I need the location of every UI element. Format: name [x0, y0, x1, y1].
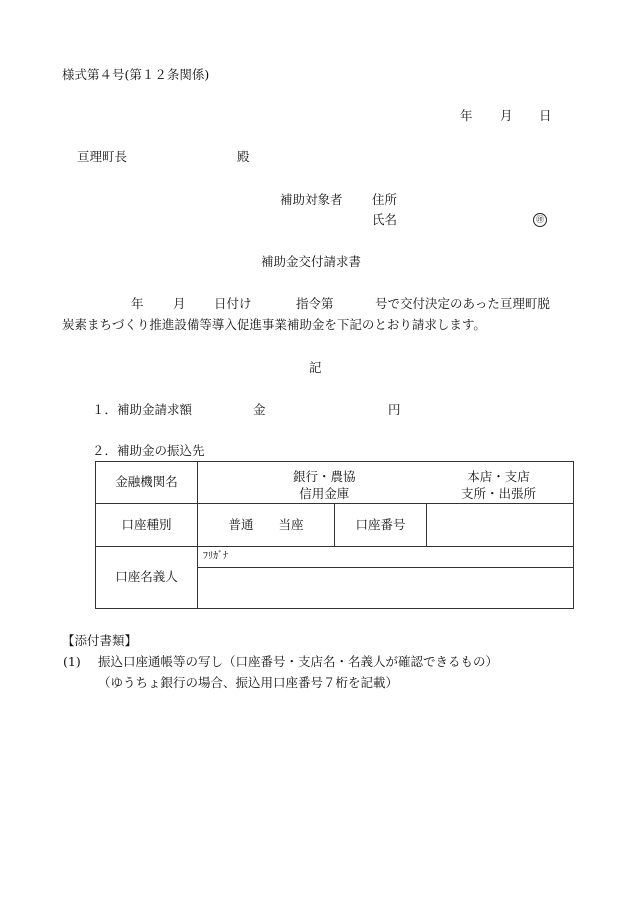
form-number: 様式第４号(第１２条関係): [62, 67, 210, 82]
institution-value-cell[interactable]: [198, 462, 574, 504]
attachment-line2: （ゆうちょ銀行の場合、振込用口座番号７桁を記載）: [98, 675, 399, 690]
bank-account-table: [95, 461, 574, 609]
holder-name-field[interactable]: [198, 568, 574, 609]
bank-types-line2: 信用金庫: [299, 485, 350, 501]
branch-types-line1: 本店・支店: [467, 469, 530, 484]
applicant-label: 補助対象者: [280, 192, 343, 207]
account-type-label-cell: [96, 504, 198, 547]
account-type-label: 口座種別: [121, 516, 172, 532]
body-directive: 指令第: [296, 296, 334, 311]
seal-mark: ㊞: [533, 213, 547, 227]
body-year: 年: [131, 296, 144, 311]
account-number-label-cell: [335, 504, 427, 547]
attachments-heading: 【添付書類】: [62, 633, 138, 648]
account-number-label: 口座番号: [355, 516, 406, 532]
item2-label: ２．補助金の振込先: [92, 443, 205, 458]
account-number-field[interactable]: [427, 504, 574, 547]
holder-label-cell: [96, 547, 198, 609]
date-day: 日: [539, 108, 552, 123]
item1-label: １．補助金請求額: [92, 402, 193, 417]
item1-kin: 金: [253, 402, 266, 417]
account-type-options: 普通 当座: [228, 516, 304, 532]
furigana-label: ﾌﾘｶﾞﾅ: [203, 551, 228, 562]
body-line1-rest: 号で交付決定のあった亘理町脱: [375, 296, 550, 311]
addressee-name: 亘理町長: [77, 149, 128, 164]
institution-label: 金融機関名: [115, 474, 178, 490]
branch-types-line2: 支所・出張所: [461, 485, 537, 501]
holder-label: 口座名義人: [115, 569, 178, 585]
date-month: 月: [500, 108, 513, 123]
document-title: 補助金交付請求書: [261, 254, 362, 269]
body-day: 日付け: [214, 296, 252, 311]
date-year: 年: [460, 108, 473, 123]
name-label: 氏名: [372, 212, 398, 227]
bank-types-line1: 銀行・農協: [293, 469, 356, 484]
item1-yen: 円: [388, 402, 401, 417]
body-month: 月: [173, 296, 186, 311]
account-type-options-cell[interactable]: [198, 504, 335, 547]
furigana-field[interactable]: [198, 547, 574, 568]
addressee-honorific: 殿: [237, 149, 250, 164]
ki-heading: 記: [309, 360, 322, 375]
attachment-number: (1): [63, 654, 81, 669]
institution-label-cell: [96, 462, 198, 504]
attachment-line1: 振込口座通帳等の写し（口座番号・支店名・名義人が確認できるもの）: [98, 654, 499, 669]
address-label: 住所: [372, 192, 398, 207]
body-line2: 炭素まちづくり推進設備等導入促進事業補助金を下記のとおり請求します。: [62, 317, 486, 332]
